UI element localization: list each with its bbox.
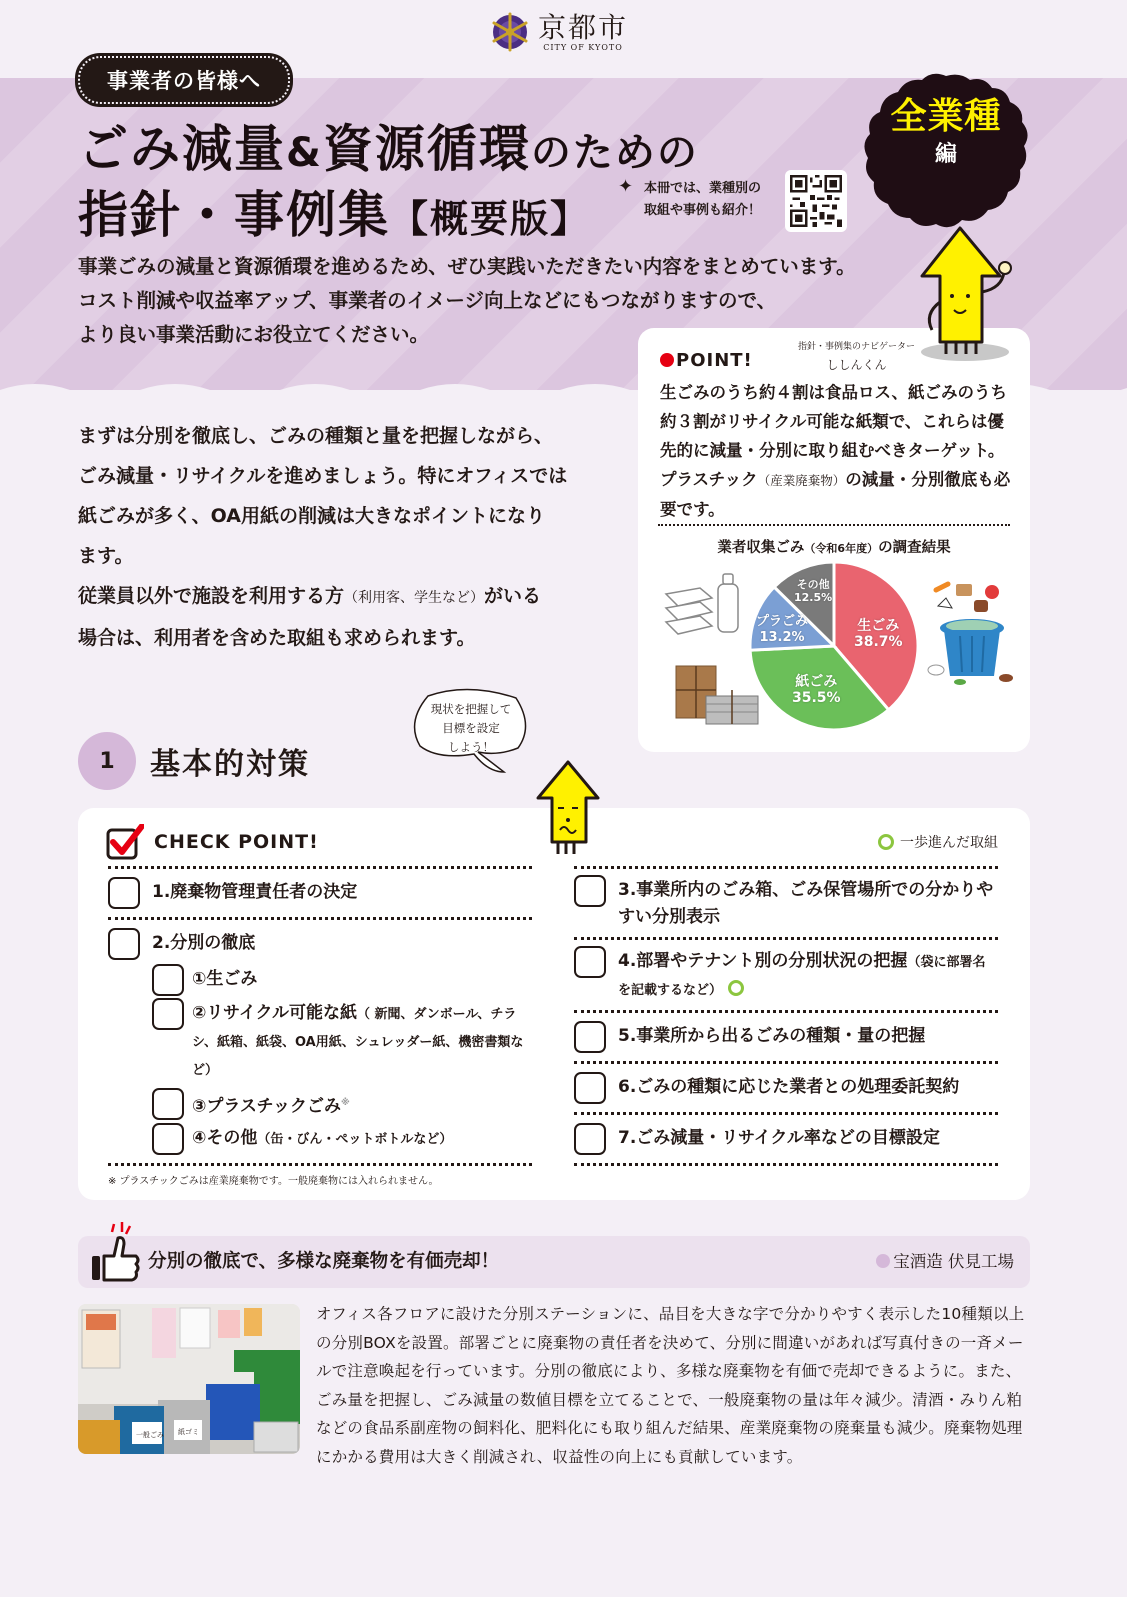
sparkle-icon: ✦	[618, 176, 634, 197]
green-circle-icon	[878, 834, 894, 850]
checklist-label: ③プラスチックごみ※	[192, 1096, 350, 1117]
intro-line: 事業ごみの減量と資源循環を進めるため、ぜひ実践いただきたい内容をまとめています。	[78, 255, 856, 278]
industry-badge-main: 全業種	[890, 96, 1002, 137]
section-heading	[78, 732, 310, 790]
checkbox[interactable]	[152, 964, 184, 996]
shishin-kun-mascot	[910, 222, 1020, 362]
checkbox[interactable]	[574, 1072, 606, 1104]
checkbox[interactable]	[108, 877, 140, 909]
footnote: ※ プラスチックごみは産業廃棄物です。一般廃棄物には入れられません。	[108, 1175, 439, 1187]
checklist-label: ④その他（缶・びん・ペットボトルなど）	[192, 1127, 453, 1148]
navigator-label: 指針・事例集のナビゲーター	[798, 342, 916, 352]
title-part: 資源循環	[322, 120, 531, 178]
checklist-item[interactable]	[574, 1072, 998, 1104]
intro-line: より良い事業活動にお役立てください。	[78, 323, 430, 346]
photo-label: 紙ゴミ	[178, 1428, 199, 1436]
kyoto-emblem-icon	[490, 12, 530, 52]
checklist-subitem[interactable]	[152, 1123, 532, 1155]
page-title	[78, 118, 699, 250]
bubble-line: 現状を把握して	[430, 702, 512, 716]
point-heading	[660, 350, 753, 371]
checklist-label: ①生ごみ	[192, 969, 258, 989]
point-body	[660, 378, 1016, 524]
checklist-label: 2.分別の徹底	[152, 933, 256, 953]
checkbox[interactable]	[574, 946, 606, 978]
dotted-divider	[574, 1061, 998, 1064]
case-study-header	[78, 1236, 1030, 1288]
body-intro	[78, 416, 567, 658]
bubble-line: しよう！	[448, 740, 494, 754]
checklist-label: 5.事業所から出るごみの種類・量の把握	[618, 1026, 926, 1046]
advanced-marker-icon	[728, 980, 744, 996]
checkbox[interactable]	[574, 1123, 606, 1155]
checklist-label: 7.ごみ減量・リサイクル率などの目標設定	[618, 1128, 940, 1148]
checklist-subitem[interactable]	[152, 964, 532, 996]
checklist-label: 6.ごみの種類に応じた業者との処理委託契約	[618, 1077, 960, 1097]
pie-label-other: その他 12.5%	[794, 578, 833, 604]
title-part: のための	[530, 130, 699, 176]
thumbs-up-icon	[90, 1222, 142, 1286]
chart-title-text: の調査結果	[878, 540, 951, 556]
advanced-legend	[878, 832, 998, 852]
checkbox[interactable]	[152, 1123, 184, 1155]
point-body-text: の減量・分別徹底も必要です。	[660, 470, 1011, 519]
navigator-caption	[798, 338, 915, 374]
qr-note-line: 本冊では、業種別の	[644, 181, 762, 196]
checkbox[interactable]	[574, 875, 606, 907]
title-edition: 【概要版】	[390, 197, 591, 241]
logo-subtitle: CITY OF KYOTO	[543, 42, 623, 52]
speech-bubble	[408, 686, 534, 776]
body-intro-line: 従業員以外で施設を利用する方（利用客、学生など）がいる	[78, 585, 542, 607]
dotted-divider	[108, 917, 532, 920]
point-card	[638, 328, 1030, 752]
checklist-label: 3.事業所内のごみ箱、ごみ保管場所での分かりやすい分別表示	[618, 880, 994, 927]
red-dot-icon	[660, 353, 674, 367]
checklist-subitem[interactable]	[152, 998, 532, 1084]
pie-label-plastic: プラごみ 13.2%	[756, 614, 809, 645]
checkbox[interactable]	[108, 928, 140, 960]
dotted-divider	[574, 1163, 998, 1166]
section-number-badge: 1	[78, 732, 136, 790]
body-intro-line: ます。	[78, 545, 134, 567]
checklist-subitem[interactable]	[152, 1088, 532, 1121]
industry-badge	[860, 72, 1032, 232]
dotted-divider	[574, 937, 998, 940]
dotted-divider	[658, 524, 1010, 526]
section-title: 基本的対策	[150, 747, 310, 782]
food-waste-bin-illustration	[926, 580, 1016, 690]
checklist-item[interactable]	[108, 928, 532, 960]
body-intro-line: ごみ減量・リサイクルを進めましょう。特にオフィスでは	[78, 465, 568, 487]
checkpoint-card	[78, 808, 1030, 1200]
audience-badge: 事業者の皆様へ	[78, 56, 290, 104]
dotted-divider	[574, 866, 998, 869]
checklist-label: ②リサイクル可能な紙（ 新聞、ダンボール、チラシ、紙箱、紙袋、OA用紙、シュレッダー紙、機密書類など）	[192, 1003, 524, 1078]
sorting-station-photo	[78, 1304, 300, 1454]
logo-name: 京都市	[538, 10, 629, 44]
checklist-item[interactable]	[574, 1021, 998, 1053]
intro-line: コスト削減や収益率アップ、事業者のイメージ向上などにもつながりますので、	[78, 289, 777, 312]
point-heading-text: POINT!	[676, 350, 753, 371]
industry-badge-sub: 編	[934, 142, 957, 167]
shishin-kun-mascot-small	[532, 758, 612, 858]
dotted-divider	[108, 866, 532, 869]
dotted-divider	[574, 1112, 998, 1115]
checkbox[interactable]	[152, 1088, 184, 1120]
body-intro-line: 場合は、利用者を含めた取組も求められます。	[78, 627, 476, 649]
pie-label-paper: 紙ごみ 35.5%	[792, 674, 841, 706]
case-study-company: 宝酒造 伏見工場	[876, 1236, 1014, 1288]
bubble-line: 目標を設定	[442, 721, 500, 735]
point-body-paren: （産業廃棄物）	[757, 473, 846, 488]
navigator-name: ししんくん	[826, 358, 887, 372]
case-study-title: 分別の徹底で、多様な廃棄物を有価売却！	[148, 1251, 500, 1272]
photo-sorting-bins	[78, 1304, 300, 1454]
city-logo	[490, 12, 628, 52]
title-ampersand: &	[286, 130, 323, 176]
checklist-right	[574, 866, 998, 1166]
body-intro-line: まずは分別を徹底し、ごみの種類と量を把握しながら、	[78, 425, 554, 447]
title-part: ごみ減量	[78, 120, 286, 178]
plastic-trays-bottle-illustration	[660, 568, 750, 638]
checkbox[interactable]	[574, 1021, 606, 1053]
checklist-item[interactable]	[574, 1123, 998, 1155]
checkbox[interactable]	[152, 998, 184, 1030]
checkpoint-heading-text: CHECK POINT!	[154, 831, 319, 853]
pie-label-food: 生ごみ 38.7%	[854, 618, 903, 650]
checklist-item[interactable]	[108, 877, 532, 909]
case-study-text: オフィス各フロアに設けた分別ステーションに、品目を大きな字で分かりやすく表示した10種類以上の分別BOXを設置。部署ごとに廃棄物の責任者を決めて、分別に間違いがあれば写真付きの一斉メールで注意喚起を行っています。分別の徹底により、多様な廃棄物を有価で売却できるように。また、ごみ量を把握し、ごみ減量の数値目標を立てることで、一般廃棄物の量は年々減少。清酒・みりん粕などの食品系副産物の飼料化、肥料化にも取り組んだ結果、産業廃棄物の廃棄量も減少。廃棄物処理にかかる費用は大きく削減され、収益性の向上にも貢献しています。	[316, 1305, 1025, 1466]
chart-title-paren: （令和6年度）	[804, 542, 879, 555]
chart-title-text: 業者収集ごみ	[717, 540, 805, 556]
qr-note-line: 取組や事例も紹介！	[644, 203, 762, 218]
checklist-item[interactable]	[574, 875, 998, 931]
checkpoint-heading	[106, 824, 319, 860]
qr-code-icon	[790, 175, 842, 227]
photo-label: 一般ごみ	[136, 1431, 164, 1439]
advanced-legend-text: 一歩進んだ取組	[900, 835, 998, 851]
qr-note	[620, 178, 761, 222]
checklist-left	[108, 866, 532, 1187]
qr-code[interactable]	[785, 170, 847, 232]
chart-title	[638, 536, 1030, 557]
dotted-divider	[574, 1010, 998, 1013]
checklist-label: 4.部署やテナント別の分別状況の把握（袋に部署名を記載するなど）	[618, 951, 986, 998]
body-intro-line: 紙ごみが多く、OA用紙の削減は大きなポイントになり	[78, 505, 545, 527]
point-body-text: 生ごみのうち約４割は食品ロス、紙ごみのうち約３割がリサイクル可能な紙類で、これらは優先的に減量・分別に取り組むべきターゲット。プラスチック	[660, 383, 1007, 489]
dotted-divider	[108, 1163, 532, 1166]
checklist-label: 1.廃棄物管理責任者の決定	[152, 882, 358, 902]
checklist-item[interactable]	[574, 946, 998, 1004]
purple-dot-icon	[876, 1254, 890, 1268]
checkmark-box-icon	[106, 824, 144, 860]
title-part: 指針・事例集	[78, 186, 390, 244]
